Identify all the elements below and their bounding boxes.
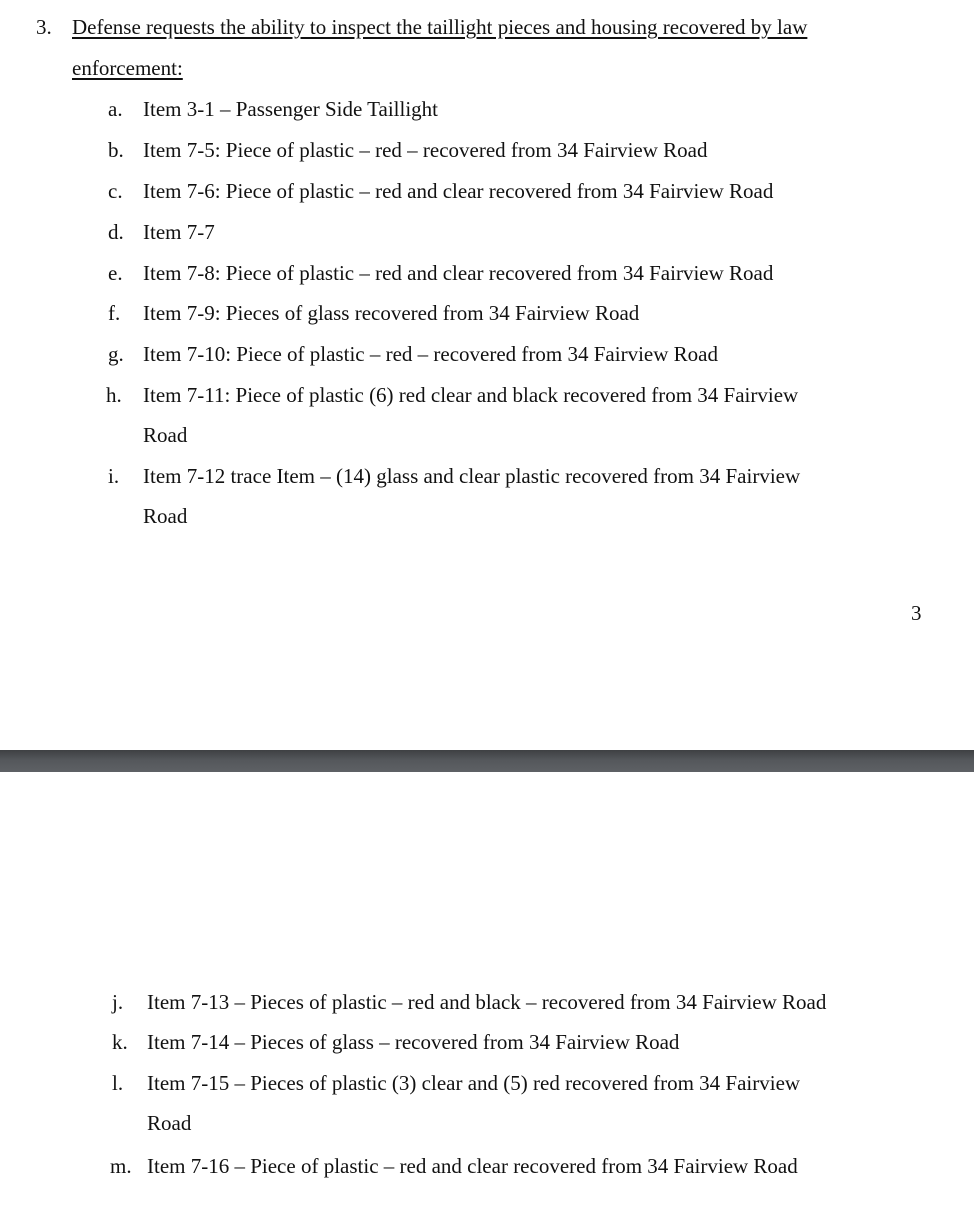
list-item-continuation: Road (143, 423, 188, 447)
section-heading-line-2: enforcement: (72, 56, 183, 80)
list-marker: i. (108, 464, 120, 488)
list-item-text: Item 7-8: Piece of plastic – red and clear recovered from 34 Fairview Road (143, 261, 774, 285)
list-item-text: Item 7-15 – Pieces of plastic (3) clear and (5) red recovered from 34 Fairview (147, 1071, 801, 1095)
list-marker: a. (108, 97, 123, 121)
list-marker: m. (110, 1154, 132, 1178)
list-item-text: Item 7-12 trace Item – (14) glass and clear plastic recovered from 34 Fairview (143, 464, 801, 488)
list-item-text: Item 7-16 – Piece of plastic – red and clear recovered from 34 Fairview Road (147, 1154, 798, 1178)
list-marker: k. (112, 1030, 128, 1054)
list-item-text: Item 7-13 – Pieces of plastic – red and black – recovered from 34 Fairview Road (147, 990, 827, 1014)
list-marker: f. (108, 301, 121, 325)
list-item-text: Item 7-7 (143, 220, 215, 244)
document-page-2 (0, 772, 974, 1210)
list-item-text: Item 7-6: Piece of plastic – red and clear recovered from 34 Fairview Road (143, 179, 774, 203)
list-marker: g. (108, 342, 124, 366)
list-item-continuation: Road (143, 504, 188, 528)
list-marker: l. (112, 1071, 124, 1095)
page-number: 3 (911, 601, 922, 625)
section-heading-line-1: Defense requests the ability to inspect the taillight pieces and housing recovered by law (72, 15, 808, 39)
list-marker: j. (112, 990, 124, 1014)
list-item-continuation: Road (147, 1111, 192, 1135)
page-separator (0, 750, 974, 772)
list-marker: e. (108, 261, 123, 285)
list-item-text: Item 7-11: Piece of plastic (6) red clear and black recovered from 34 Fairview (143, 383, 799, 407)
list-item-text: Item 3-1 – Passenger Side Taillight (143, 97, 439, 121)
list-item-text: Item 7-9: Pieces of glass recovered from 34 Fairview Road (143, 301, 640, 325)
list-item-text: Item 7-14 – Pieces of glass – recovered from 34 Fairview Road (147, 1030, 680, 1054)
list-marker: c. (108, 179, 123, 203)
section-number: 3. (36, 15, 52, 39)
list-marker: d. (108, 220, 124, 244)
list-marker: h. (106, 383, 122, 407)
list-marker: b. (108, 138, 124, 162)
list-item-text: Item 7-10: Piece of plastic – red – recovered from 34 Fairview Road (143, 342, 718, 366)
list-item-text: Item 7-5: Piece of plastic – red – recovered from 34 Fairview Road (143, 138, 708, 162)
